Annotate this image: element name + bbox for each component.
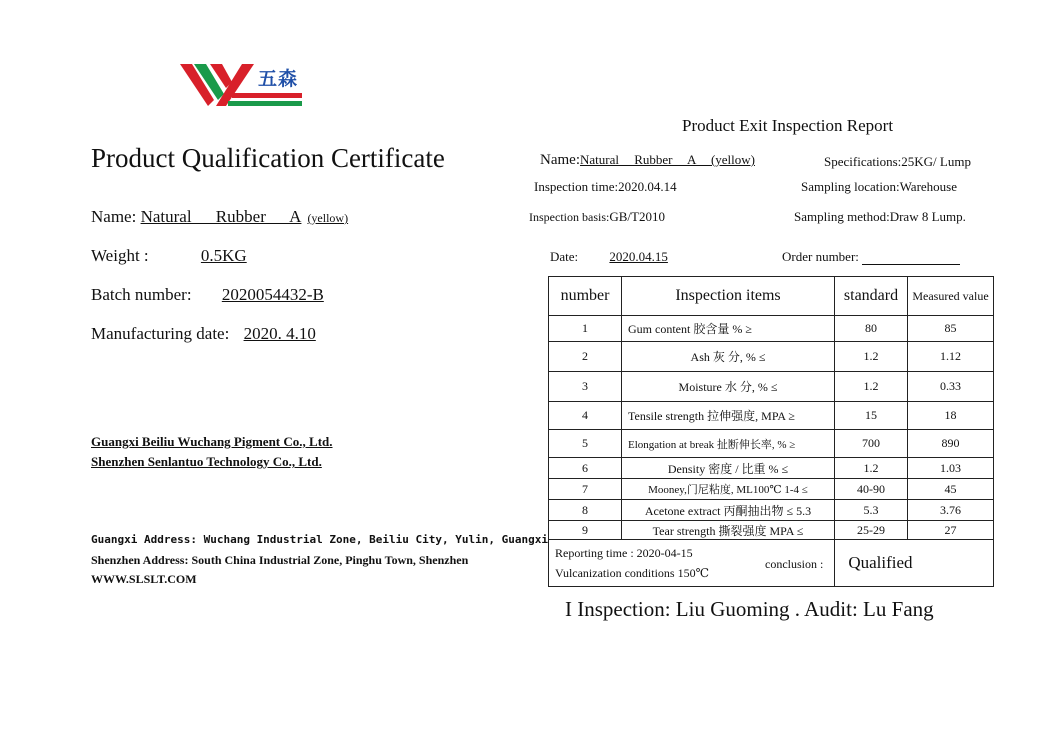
row-measured: 1.12 [908, 342, 994, 372]
company-name-2: Shenzhen Senlantuo Technology Co., Ltd. [91, 454, 322, 469]
row-standard: 1.2 [835, 342, 908, 372]
cert-name-label: Name: [91, 207, 141, 226]
report-location-value: Warehouse [899, 179, 958, 194]
reporting-time: Reporting time : 2020-04-15 [555, 546, 693, 560]
row-item: Moisture 水 分, % ≤ [622, 372, 835, 402]
header-standard: standard [835, 277, 908, 316]
row-number: 7 [549, 479, 622, 500]
row-item: Mooney,门尼粘度, ML100℃ 1-4 ≤ [622, 479, 835, 500]
cert-name-row [91, 207, 348, 227]
row-number: 1 [549, 316, 622, 342]
company-name-1: Guangxi Beiliu Wuchang Pigment Co., Ltd. [91, 434, 333, 449]
row-standard: 40-90 [835, 479, 908, 500]
report-date-value: 2020.04.15 [609, 249, 668, 264]
row-standard: 25-29 [835, 521, 908, 540]
cert-name-suffix: (yellow) [307, 211, 349, 225]
report-title: Product Exit Inspection Report [682, 116, 894, 135]
row-standard: 15 [835, 402, 908, 430]
row-measured: 0.33 [908, 372, 994, 402]
row-standard: 80 [835, 316, 908, 342]
report-order-row [782, 249, 960, 265]
report-time-row [534, 179, 677, 195]
table-row [549, 500, 994, 521]
row-item: Elongation at break 扯断伸长率, % ≥ [622, 430, 835, 458]
row-item: Gum content 胶含量 % ≥ [622, 316, 835, 342]
row-measured: 27 [908, 521, 994, 540]
row-number: 3 [549, 372, 622, 402]
row-measured: 890 [908, 430, 994, 458]
row-standard: 700 [835, 430, 908, 458]
cert-batch-label: Batch number: [91, 285, 192, 304]
report-location-label: Sampling location: [801, 179, 900, 194]
row-number: 5 [549, 430, 622, 458]
row-measured: 45 [908, 479, 994, 500]
report-date-row [550, 249, 679, 265]
row-item: Tensile strength 拉伸强度, MPA ≥ [622, 402, 835, 430]
report-location-row [801, 179, 957, 195]
row-item: Density 密度 / 比重 % ≤ [622, 458, 835, 479]
cert-batch-value: 2020054432-B [221, 285, 324, 304]
report-name-value: Natural Rubber A (yellow) [579, 152, 755, 167]
cert-name-value: Natural Rubber A [140, 207, 302, 226]
report-time-label: Inspection time: [534, 179, 619, 194]
table-row [549, 316, 994, 342]
report-order-value [862, 251, 960, 265]
vulcanization-conditions: Vulcanization conditions 150℃ [555, 566, 710, 580]
footer-right-cell [765, 540, 994, 587]
cert-batch-row [91, 285, 354, 305]
report-spec-value: 25KG/ Lump [901, 154, 971, 169]
table-header-row [549, 277, 994, 316]
row-number: 8 [549, 500, 622, 521]
row-measured: 18 [908, 402, 994, 430]
cert-weight-row [91, 246, 353, 266]
inspection-table [548, 276, 994, 587]
cert-weight-value: 0.5KG [200, 246, 247, 265]
report-basis-row [529, 209, 665, 225]
report-basis-label: Inspection basis: [529, 210, 610, 224]
report-basis-value: GB/T2010 [609, 209, 665, 224]
website: WWW.SLSLT.COM [91, 572, 197, 586]
report-name-row [540, 152, 769, 169]
row-number: 9 [549, 521, 622, 540]
conclusion-value: Qualified [848, 553, 913, 572]
report-order-label: Order number: [782, 249, 859, 264]
cert-mfg-row [91, 324, 354, 344]
table-footer-row [549, 540, 994, 587]
report-time-value: 2020.04.14 [618, 179, 677, 194]
row-number: 4 [549, 402, 622, 430]
report-method-label: Sampling method: [794, 209, 890, 224]
table-row [549, 402, 994, 430]
row-standard: 1.2 [835, 458, 908, 479]
row-measured: 3.76 [908, 500, 994, 521]
row-measured: 85 [908, 316, 994, 342]
row-number: 6 [549, 458, 622, 479]
report-date-label: Date: [550, 249, 579, 264]
header-inspection-items: Inspection items [622, 277, 835, 316]
report-spec-row [824, 154, 971, 170]
report-method-row [794, 209, 966, 225]
row-number: 2 [549, 342, 622, 372]
report-name-label: Name: [540, 152, 580, 168]
table-row [549, 430, 994, 458]
row-standard: 1.2 [835, 372, 908, 402]
cert-weight-label: Weight : [91, 246, 149, 265]
table-row [549, 458, 994, 479]
cert-mfg-label: Manufacturing date: [91, 324, 230, 343]
row-item: Ash 灰 分, % ≤ [622, 342, 835, 372]
row-item: Acetone extract 丙酮抽出物 ≤ 5.3 [622, 500, 835, 521]
header-number: number [549, 277, 622, 316]
report-method-value: Draw 8 Lump. [889, 209, 966, 224]
conclusion-label: conclusion : [765, 557, 824, 571]
logo-text: 五森 [258, 68, 299, 90]
certificate-title: Product Qualification Certificate [91, 143, 445, 173]
row-measured: 1.03 [908, 458, 994, 479]
table-row [549, 372, 994, 402]
cert-mfg-value: 2020. 4.10 [243, 324, 316, 343]
table-row [549, 521, 994, 540]
row-item: Tear strength 撕裂强度 MPA ≤ [622, 521, 835, 540]
report-spec-label: Specifications: [824, 154, 902, 169]
header-measured-value: Measured value [908, 277, 994, 316]
address-guangxi: Guangxi Address: Wuchang Industrial Zone, Beiliu City, Yulin, Guangxi [91, 533, 548, 546]
address-shenzhen: Shenzhen Address: South China Industrial Zone, Pinghu Town, Shenzhen [91, 553, 469, 567]
row-standard: 5.3 [835, 500, 908, 521]
table-row [549, 342, 994, 372]
signoff-line: I Inspection: Liu Guoming . Audit: Lu Fang [565, 597, 934, 621]
table-row [549, 479, 994, 500]
